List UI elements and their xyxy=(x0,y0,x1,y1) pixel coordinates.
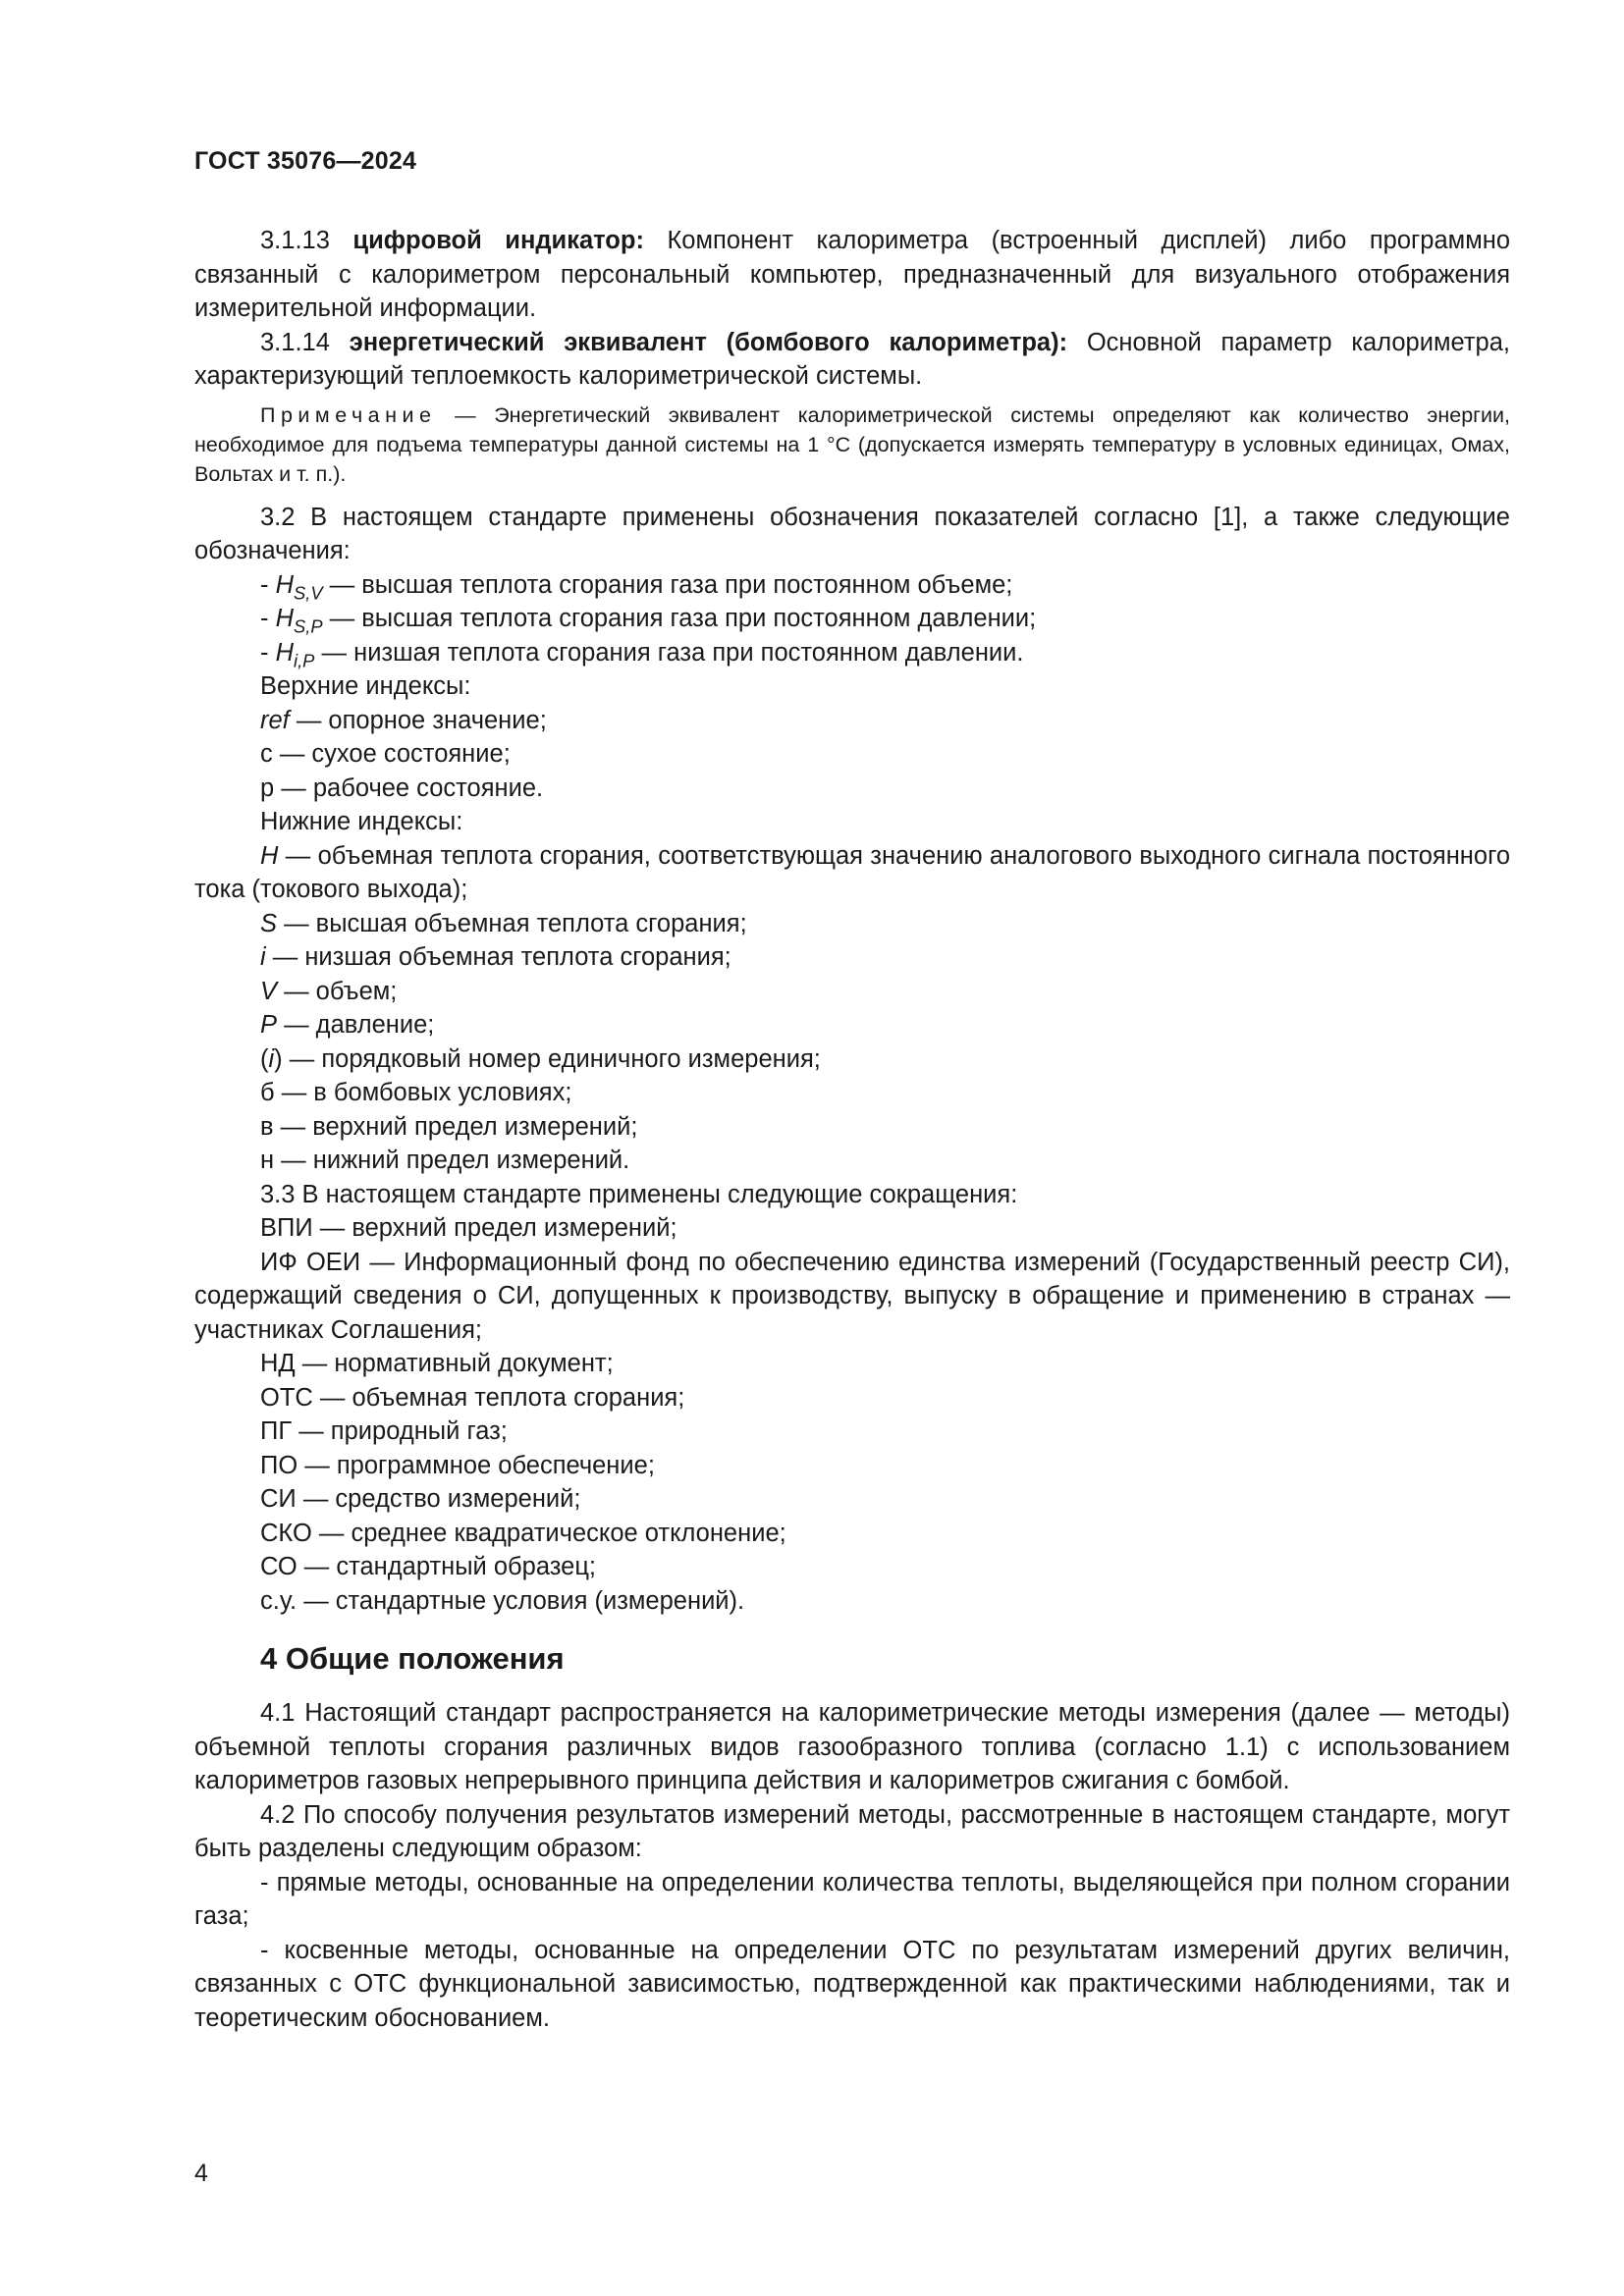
subscript-item: н — нижний предел измерений. xyxy=(260,1147,630,1174)
note xyxy=(194,400,1510,489)
symbol: H xyxy=(275,605,294,632)
section-4-paragraph: 4.1 Настоящий стандарт распространяется на калориметрические методы измерения (далее — методы) объемной теплоты сгорания различных видов газообразного топлива (согласно 1.1) с использованием калориметров газовых непрерывного принципа действия и калориметров сжигания с бомбой. xyxy=(194,1699,1510,1794)
symbol-subscript: S,V xyxy=(294,581,323,603)
section-4-paragraph: - косвенные методы, основанные на определении ОТС по результатам измерений других величин, связанных с ОТС функциональной зависимостью, подтвержденной как практическими наблюдениями, так и теоретическим обоснованием. xyxy=(194,1936,1510,2032)
subscripts-title: Нижние индексы: xyxy=(260,808,463,835)
definition-number: 3.1.13 xyxy=(260,227,330,254)
subscript-item: V — объем; xyxy=(260,977,398,1005)
abbreviation-item: СКО — среднее квадратическое отклонение; xyxy=(260,1519,786,1547)
symbol-item: - $H_{i,P}$ — низшая теплота сгорания газа при постоянном давлении. xyxy=(260,638,1024,670)
page-number: 4 xyxy=(194,2160,208,2187)
abbreviation-item: ПГ — природный газ; xyxy=(260,1417,508,1445)
symbol-description: — высшая теплота сгорания газа при постоянном давлении; xyxy=(322,605,1037,632)
section-3-2-intro: 3.2 В настоящем стандарте применены обозначения показателей согласно [1], а также следующие обозначения: xyxy=(194,503,1510,564)
section-3-3-intro: 3.3 В настоящем стандарте применены следующие сокращения: xyxy=(260,1180,1018,1208)
abbreviation-item: НД — нормативный документ; xyxy=(260,1350,614,1377)
abbreviation-item: ПО — программное обеспечение; xyxy=(260,1451,655,1479)
document-code-header: ГОСТ 35076—2024 xyxy=(194,147,417,175)
definition-number: 3.1.14 xyxy=(260,328,330,356)
subscript-item: i — низшая объемная теплота сгорания; xyxy=(260,943,731,971)
section-4-paragraph: 4.2 По способу получения результатов измерений методы, рассмотренные в настоящем стандарте, могут быть разделены следующим образом: xyxy=(194,1800,1510,1862)
abbreviation-item: ИФ ОЕИ — Информационный фонд по обеспечению единства измерений (Государственный реестр СИ), содержащий сведения о СИ, допущенных к производству, выпуску в обращение и применению в странах — участниках Соглашения; xyxy=(194,1248,1510,1344)
section-4-heading: 4 Общие положения xyxy=(260,1641,565,1676)
abbreviation-item: ОТС — объемная теплота сгорания; xyxy=(260,1383,685,1412)
subscript-item: (i) — порядковый номер единичного измерения; xyxy=(260,1044,821,1073)
symbol-description: — высшая теплота сгорания газа при постоянном объеме; xyxy=(322,570,1013,599)
symbol-description: — низшая теплота сгорания газа при постоянном давлении. xyxy=(314,638,1024,667)
superscript-item: с — сухое состояние; xyxy=(260,740,511,768)
definition-text: Компонент калориметра (встроенный дисплей) либо программно связанный с калориметром персональный компьютер, предназначенный для визуального отображения измерительной информации. xyxy=(194,227,1511,322)
superscript-item: ref — опорное значение; xyxy=(260,706,547,734)
abbreviation-item: ВПИ — верхний предел измерений; xyxy=(260,1214,677,1242)
symbol-subscript: i,P xyxy=(294,649,315,670)
subscript-item: S — высшая объемная теплота сгорания; xyxy=(260,909,747,937)
subscript-item: H — объемная теплота сгорания, соответствующая значению аналогового выходного сигнала постоянного тока (токового выхода); xyxy=(194,841,1510,903)
superscripts-title: Верхние индексы: xyxy=(260,672,471,700)
symbol-item: - $H_{S,V}$ — высшая теплота сгорания газа при постоянном объеме; xyxy=(260,570,1013,603)
definition-term: энергетический эквивалент (бомбового калориметра): xyxy=(349,328,1068,356)
definition-3-1-13 xyxy=(194,224,1510,326)
superscript-item: р — рабочее состояние. xyxy=(260,774,544,802)
note-label: Примечание xyxy=(260,402,437,427)
subscript-item: б — в бомбовых условиях; xyxy=(260,1079,572,1106)
subscript-item: P — давление; xyxy=(260,1011,435,1039)
symbol: H xyxy=(275,638,294,667)
definition-text: Основной параметр калориметра, характеризующий теплоемкость калориметрической системы. xyxy=(194,328,1510,390)
section-4-paragraph: - прямые методы, основанные на определении количества теплоты, выделяющейся при полном сгорании газа; xyxy=(194,1868,1510,1930)
note-text: — Энергетический эквивалент калориметрической системы определяют как количество энергии, необходимое для подъема температуры данной системы на 1 °С (допускается измерять температуру в условных единицах, Омах, Вольтах и т. п.). xyxy=(194,402,1510,486)
subscript-item: в — верхний предел измерений; xyxy=(260,1112,638,1141)
abbreviation-item: СО — стандартный образец; xyxy=(260,1553,597,1580)
document-body xyxy=(194,224,1510,2035)
symbol-subscript: S,P xyxy=(294,615,323,637)
definition-3-1-14 xyxy=(194,326,1510,394)
definition-term: цифровой индикатор: xyxy=(352,227,644,254)
abbreviation-item: с.у. — стандартные условия (измерений). xyxy=(260,1586,745,1615)
symbol: H xyxy=(275,570,294,599)
abbreviation-item: СИ — средство измерений; xyxy=(260,1485,581,1513)
symbol-item: - $H_{S,P}$ — высшая теплота сгорания газа при постоянном давлении; xyxy=(260,605,1037,637)
